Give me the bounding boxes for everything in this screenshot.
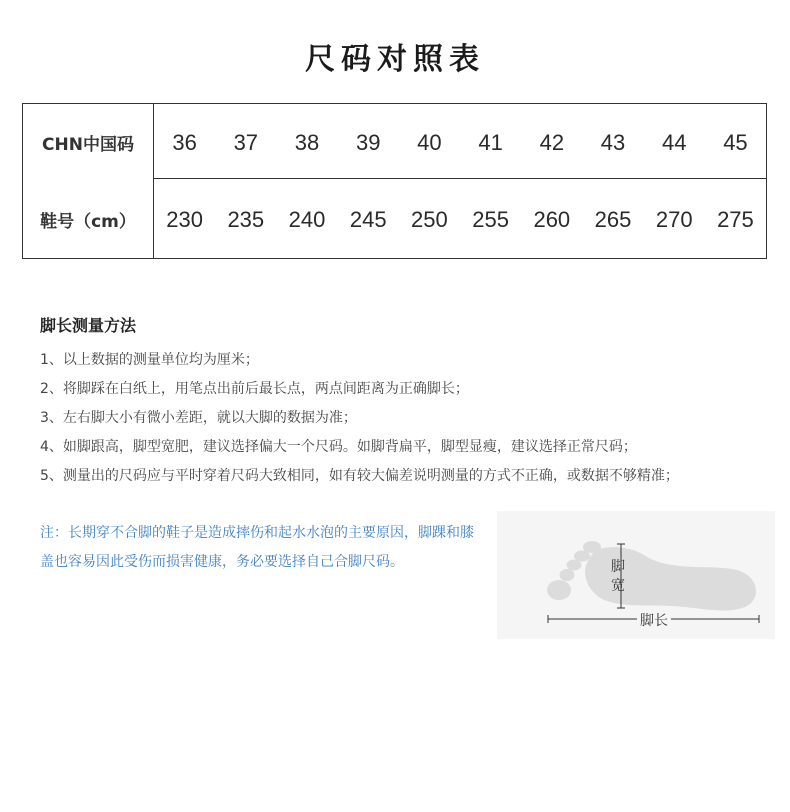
list-item: 4、如脚跟高，脚型宽肥，建议选择偏大一个尺码。如脚背扁平，脚型显瘦，建议选择正常尺码； [40,439,637,455]
table-cell: 255 [472,206,509,232]
table-cell: 235 [227,206,265,232]
table-cell: 36 [172,129,197,155]
table-cell: 39 [355,129,381,155]
table-cell: 270 [655,206,693,232]
size-chart-table [22,103,767,259]
measurement-method-list [40,346,780,491]
table-cell: 42 [539,129,565,155]
table-cell: 40 [417,129,442,155]
foot-length-label: 脚长 [637,610,671,630]
health-note: 注：长期穿不合脚的鞋子是造成摔伤和起水水泡的主要原因，脚踝和膝盖也容易因此受伤而损害健康，务必要选择自己合脚尺码。 [40,525,474,570]
table-cell: 45 [723,129,748,155]
footprint-icon [497,511,775,639]
toe-shape [560,569,575,581]
table-cell: 240 [288,206,326,232]
measurement-method-title: 脚长测量方法 [40,316,137,335]
row-cells-shoe-size-cm [154,181,766,258]
list-item: 5、测量出的尺码应与平时穿着尺码大致相同，如有较大偏差说明测量的方式不正确，或数据不够精准； [40,468,679,484]
foot-width-label: 脚宽 [611,559,625,594]
row-label-chn-size: CHN中国码 [42,135,134,155]
table-cell: 260 [533,206,571,232]
table-cell: 245 [349,206,387,232]
list-item: 1、以上数据的测量单位均为厘米； [40,352,259,368]
table-cell: 275 [717,206,754,232]
table-cell: 230 [166,206,203,232]
table-cell: 37 [233,129,259,155]
row-label-shoe-size-cm: 鞋号（cm） [40,212,136,232]
table-row-shoe-size-cm [23,181,766,258]
table-cell: 265 [594,206,632,232]
table-row-chn-size [23,104,766,181]
table-cell: 41 [478,129,503,155]
big-toe-shape [547,580,571,600]
foot-measurement-diagram [497,511,775,639]
table-cell: 44 [661,129,687,155]
table-cell: 38 [294,129,320,155]
table-cell: 250 [411,206,448,232]
list-item: 2、将脚踩在白纸上，用笔点出前后最长点，两点间距离为正确脚长； [40,381,469,397]
page-title: 尺码对照表 [305,42,485,77]
row-cells-chn-size [154,104,766,181]
toe-shape [567,560,582,571]
table-cell: 43 [600,129,626,155]
list-item: 3、左右脚大小有微小差距，就以大脚的数据为准； [40,410,357,426]
